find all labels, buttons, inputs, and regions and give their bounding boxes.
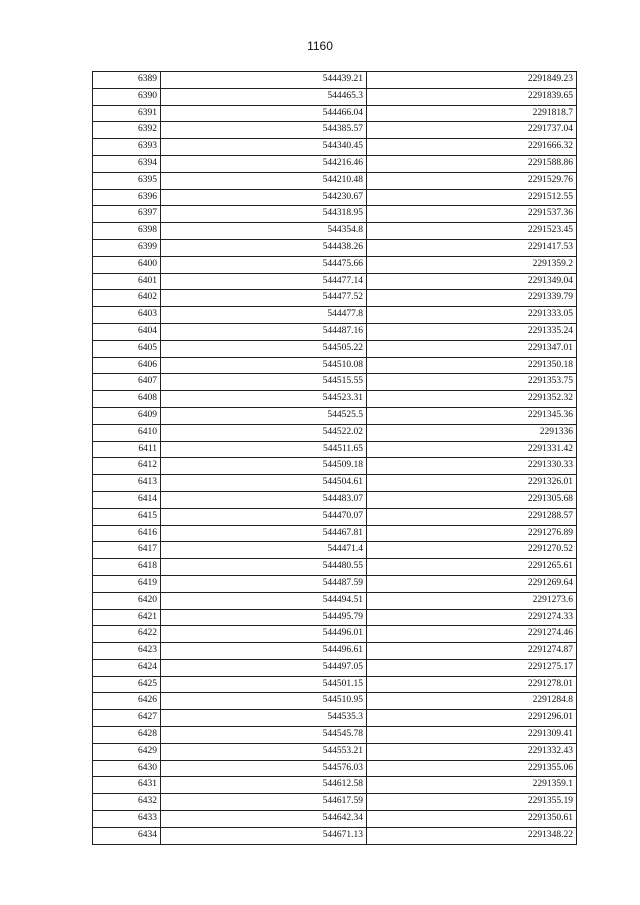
x-coordinate-cell: 544505.22 [161, 340, 367, 357]
point-number-cell: 6433 [93, 811, 161, 828]
y-coordinate-cell: 2291355.06 [367, 760, 577, 777]
y-coordinate-cell: 2291352.32 [367, 391, 577, 408]
table-row [93, 189, 577, 206]
point-number-cell: 6396 [93, 189, 161, 206]
x-coordinate-cell: 544617.59 [161, 794, 367, 811]
x-coordinate-cell: 544501.15 [161, 676, 367, 693]
y-coordinate-cell: 2291349.04 [367, 273, 577, 290]
point-number-cell: 6419 [93, 575, 161, 592]
point-number-cell: 6408 [93, 391, 161, 408]
table-row [93, 475, 577, 492]
x-coordinate-cell: 544522.02 [161, 424, 367, 441]
x-coordinate-cell: 544477.52 [161, 290, 367, 307]
point-number-cell: 6415 [93, 508, 161, 525]
x-coordinate-cell: 544523.31 [161, 391, 367, 408]
y-coordinate-cell: 2291523.45 [367, 223, 577, 240]
point-number-cell: 6391 [93, 105, 161, 122]
x-coordinate-cell: 544230.67 [161, 189, 367, 206]
x-coordinate-cell: 544318.95 [161, 206, 367, 223]
y-coordinate-cell: 2291359.1 [367, 777, 577, 794]
y-coordinate-cell: 2291278.01 [367, 676, 577, 693]
table-row [93, 676, 577, 693]
y-coordinate-cell: 2291350.61 [367, 811, 577, 828]
y-coordinate-cell: 2291309.41 [367, 727, 577, 744]
point-number-cell: 6430 [93, 760, 161, 777]
point-number-cell: 6405 [93, 340, 161, 357]
table-row [93, 391, 577, 408]
y-coordinate-cell: 2291269.64 [367, 575, 577, 592]
y-coordinate-cell: 2291537.36 [367, 206, 577, 223]
point-number-cell: 6432 [93, 794, 161, 811]
point-number-cell: 6394 [93, 155, 161, 172]
table-row [93, 155, 577, 172]
table-row [93, 206, 577, 223]
y-coordinate-cell: 2291350.18 [367, 357, 577, 374]
x-coordinate-cell: 544553.21 [161, 743, 367, 760]
y-coordinate-cell: 2291330.33 [367, 458, 577, 475]
point-number-cell: 6402 [93, 290, 161, 307]
y-coordinate-cell: 2291296.01 [367, 710, 577, 727]
table-row [93, 743, 577, 760]
table-row [93, 559, 577, 576]
x-coordinate-cell: 544576.03 [161, 760, 367, 777]
y-coordinate-cell: 2291737.04 [367, 122, 577, 139]
y-coordinate-cell: 2291305.68 [367, 491, 577, 508]
table-row [93, 777, 577, 794]
x-coordinate-cell: 544477.14 [161, 273, 367, 290]
point-number-cell: 6427 [93, 710, 161, 727]
point-number-cell: 6428 [93, 727, 161, 744]
point-number-cell: 6431 [93, 777, 161, 794]
y-coordinate-cell: 2291348.22 [367, 827, 577, 844]
y-coordinate-cell: 2291326.01 [367, 475, 577, 492]
x-coordinate-cell: 544497.05 [161, 659, 367, 676]
table-row [93, 643, 577, 660]
table-row [93, 139, 577, 156]
table-row [93, 508, 577, 525]
table-row [93, 609, 577, 626]
y-coordinate-cell: 2291335.24 [367, 323, 577, 340]
table-row [93, 72, 577, 89]
table-row [93, 88, 577, 105]
x-coordinate-cell: 544642.34 [161, 811, 367, 828]
y-coordinate-cell: 2291353.75 [367, 374, 577, 391]
x-coordinate-cell: 544477.8 [161, 307, 367, 324]
x-coordinate-cell: 544487.59 [161, 575, 367, 592]
x-coordinate-cell: 544496.01 [161, 626, 367, 643]
x-coordinate-cell: 544510.08 [161, 357, 367, 374]
x-coordinate-cell: 544470.07 [161, 508, 367, 525]
x-coordinate-cell: 544439.21 [161, 72, 367, 89]
x-coordinate-cell: 544354.8 [161, 223, 367, 240]
table-row [93, 307, 577, 324]
y-coordinate-cell: 2291417.53 [367, 239, 577, 256]
table-row [93, 256, 577, 273]
y-coordinate-cell: 2291276.89 [367, 525, 577, 542]
table-row [93, 827, 577, 844]
x-coordinate-cell: 544612.58 [161, 777, 367, 794]
x-coordinate-cell: 544340.45 [161, 139, 367, 156]
table-row [93, 811, 577, 828]
y-coordinate-cell: 2291529.76 [367, 172, 577, 189]
table-row [93, 626, 577, 643]
table-row [93, 693, 577, 710]
y-coordinate-cell: 2291284.8 [367, 693, 577, 710]
point-number-cell: 6407 [93, 374, 161, 391]
table-row [93, 525, 577, 542]
table-row [93, 223, 577, 240]
table-row [93, 575, 577, 592]
x-coordinate-cell: 544535.3 [161, 710, 367, 727]
y-coordinate-cell: 2291270.52 [367, 542, 577, 559]
point-number-cell: 6411 [93, 441, 161, 458]
x-coordinate-cell: 544545.78 [161, 727, 367, 744]
table-row [93, 710, 577, 727]
y-coordinate-cell: 2291339.79 [367, 290, 577, 307]
coordinates-table-body [93, 72, 577, 845]
x-coordinate-cell: 544671.13 [161, 827, 367, 844]
table-row [93, 357, 577, 374]
x-coordinate-cell: 544495.79 [161, 609, 367, 626]
x-coordinate-cell: 544494.51 [161, 592, 367, 609]
x-coordinate-cell: 544525.5 [161, 407, 367, 424]
y-coordinate-cell: 2291666.32 [367, 139, 577, 156]
point-number-cell: 6400 [93, 256, 161, 273]
table-row [93, 374, 577, 391]
table-row [93, 105, 577, 122]
y-coordinate-cell: 2291288.57 [367, 508, 577, 525]
x-coordinate-cell: 544466.04 [161, 105, 367, 122]
point-number-cell: 6392 [93, 122, 161, 139]
table-row [93, 794, 577, 811]
y-coordinate-cell: 2291331.42 [367, 441, 577, 458]
table-row [93, 172, 577, 189]
point-number-cell: 6404 [93, 323, 161, 340]
x-coordinate-cell: 544509.18 [161, 458, 367, 475]
point-number-cell: 6399 [93, 239, 161, 256]
x-coordinate-cell: 544504.61 [161, 475, 367, 492]
point-number-cell: 6398 [93, 223, 161, 240]
point-number-cell: 6395 [93, 172, 161, 189]
table-row [93, 407, 577, 424]
y-coordinate-cell: 2291359.2 [367, 256, 577, 273]
point-number-cell: 6401 [93, 273, 161, 290]
point-number-cell: 6420 [93, 592, 161, 609]
point-number-cell: 6412 [93, 458, 161, 475]
point-number-cell: 6413 [93, 475, 161, 492]
table-row [93, 441, 577, 458]
x-coordinate-cell: 544515.55 [161, 374, 367, 391]
x-coordinate-cell: 544467.81 [161, 525, 367, 542]
point-number-cell: 6429 [93, 743, 161, 760]
table-row [93, 290, 577, 307]
y-coordinate-cell: 2291273.6 [367, 592, 577, 609]
point-number-cell: 6397 [93, 206, 161, 223]
point-number-cell: 6414 [93, 491, 161, 508]
y-coordinate-cell: 2291818.7 [367, 105, 577, 122]
y-coordinate-cell: 2291345.36 [367, 407, 577, 424]
point-number-cell: 6434 [93, 827, 161, 844]
x-coordinate-cell: 544487.16 [161, 323, 367, 340]
table-row [93, 239, 577, 256]
x-coordinate-cell: 544471.4 [161, 542, 367, 559]
y-coordinate-cell: 2291274.46 [367, 626, 577, 643]
x-coordinate-cell: 544438.26 [161, 239, 367, 256]
table-row [93, 323, 577, 340]
y-coordinate-cell: 2291274.33 [367, 609, 577, 626]
y-coordinate-cell: 2291588.86 [367, 155, 577, 172]
table-row [93, 424, 577, 441]
page-number: 1160 [307, 39, 333, 53]
x-coordinate-cell: 544210.48 [161, 172, 367, 189]
point-number-cell: 6423 [93, 643, 161, 660]
x-coordinate-cell: 544511.65 [161, 441, 367, 458]
x-coordinate-cell: 544496.61 [161, 643, 367, 660]
table-row [93, 491, 577, 508]
table-row [93, 340, 577, 357]
point-number-cell: 6425 [93, 676, 161, 693]
point-number-cell: 6422 [93, 626, 161, 643]
point-number-cell: 6418 [93, 559, 161, 576]
point-number-cell: 6406 [93, 357, 161, 374]
x-coordinate-cell: 544216.46 [161, 155, 367, 172]
y-coordinate-cell: 2291512.55 [367, 189, 577, 206]
table-row [93, 727, 577, 744]
point-number-cell: 6389 [93, 72, 161, 89]
y-coordinate-cell: 2291839.65 [367, 88, 577, 105]
coordinates-table [92, 71, 577, 845]
point-number-cell: 6409 [93, 407, 161, 424]
y-coordinate-cell: 2291274.87 [367, 643, 577, 660]
x-coordinate-cell: 544483.07 [161, 491, 367, 508]
y-coordinate-cell: 2291275.17 [367, 659, 577, 676]
table-row [93, 659, 577, 676]
table-row [93, 760, 577, 777]
y-coordinate-cell: 2291265.61 [367, 559, 577, 576]
point-number-cell: 6390 [93, 88, 161, 105]
x-coordinate-cell: 544475.66 [161, 256, 367, 273]
y-coordinate-cell: 2291355.19 [367, 794, 577, 811]
point-number-cell: 6403 [93, 307, 161, 324]
x-coordinate-cell: 544385.57 [161, 122, 367, 139]
point-number-cell: 6426 [93, 693, 161, 710]
x-coordinate-cell: 544480.55 [161, 559, 367, 576]
x-coordinate-cell: 544465.3 [161, 88, 367, 105]
point-number-cell: 6417 [93, 542, 161, 559]
table-row [93, 542, 577, 559]
point-number-cell: 6393 [93, 139, 161, 156]
table-row [93, 458, 577, 475]
table-row [93, 592, 577, 609]
x-coordinate-cell: 544510.95 [161, 693, 367, 710]
point-number-cell: 6416 [93, 525, 161, 542]
point-number-cell: 6424 [93, 659, 161, 676]
y-coordinate-cell: 2291332.43 [367, 743, 577, 760]
y-coordinate-cell: 2291849.23 [367, 72, 577, 89]
table-row [93, 122, 577, 139]
table-row [93, 273, 577, 290]
point-number-cell: 6421 [93, 609, 161, 626]
y-coordinate-cell: 2291336 [367, 424, 577, 441]
y-coordinate-cell: 2291333.05 [367, 307, 577, 324]
point-number-cell: 6410 [93, 424, 161, 441]
y-coordinate-cell: 2291347.01 [367, 340, 577, 357]
